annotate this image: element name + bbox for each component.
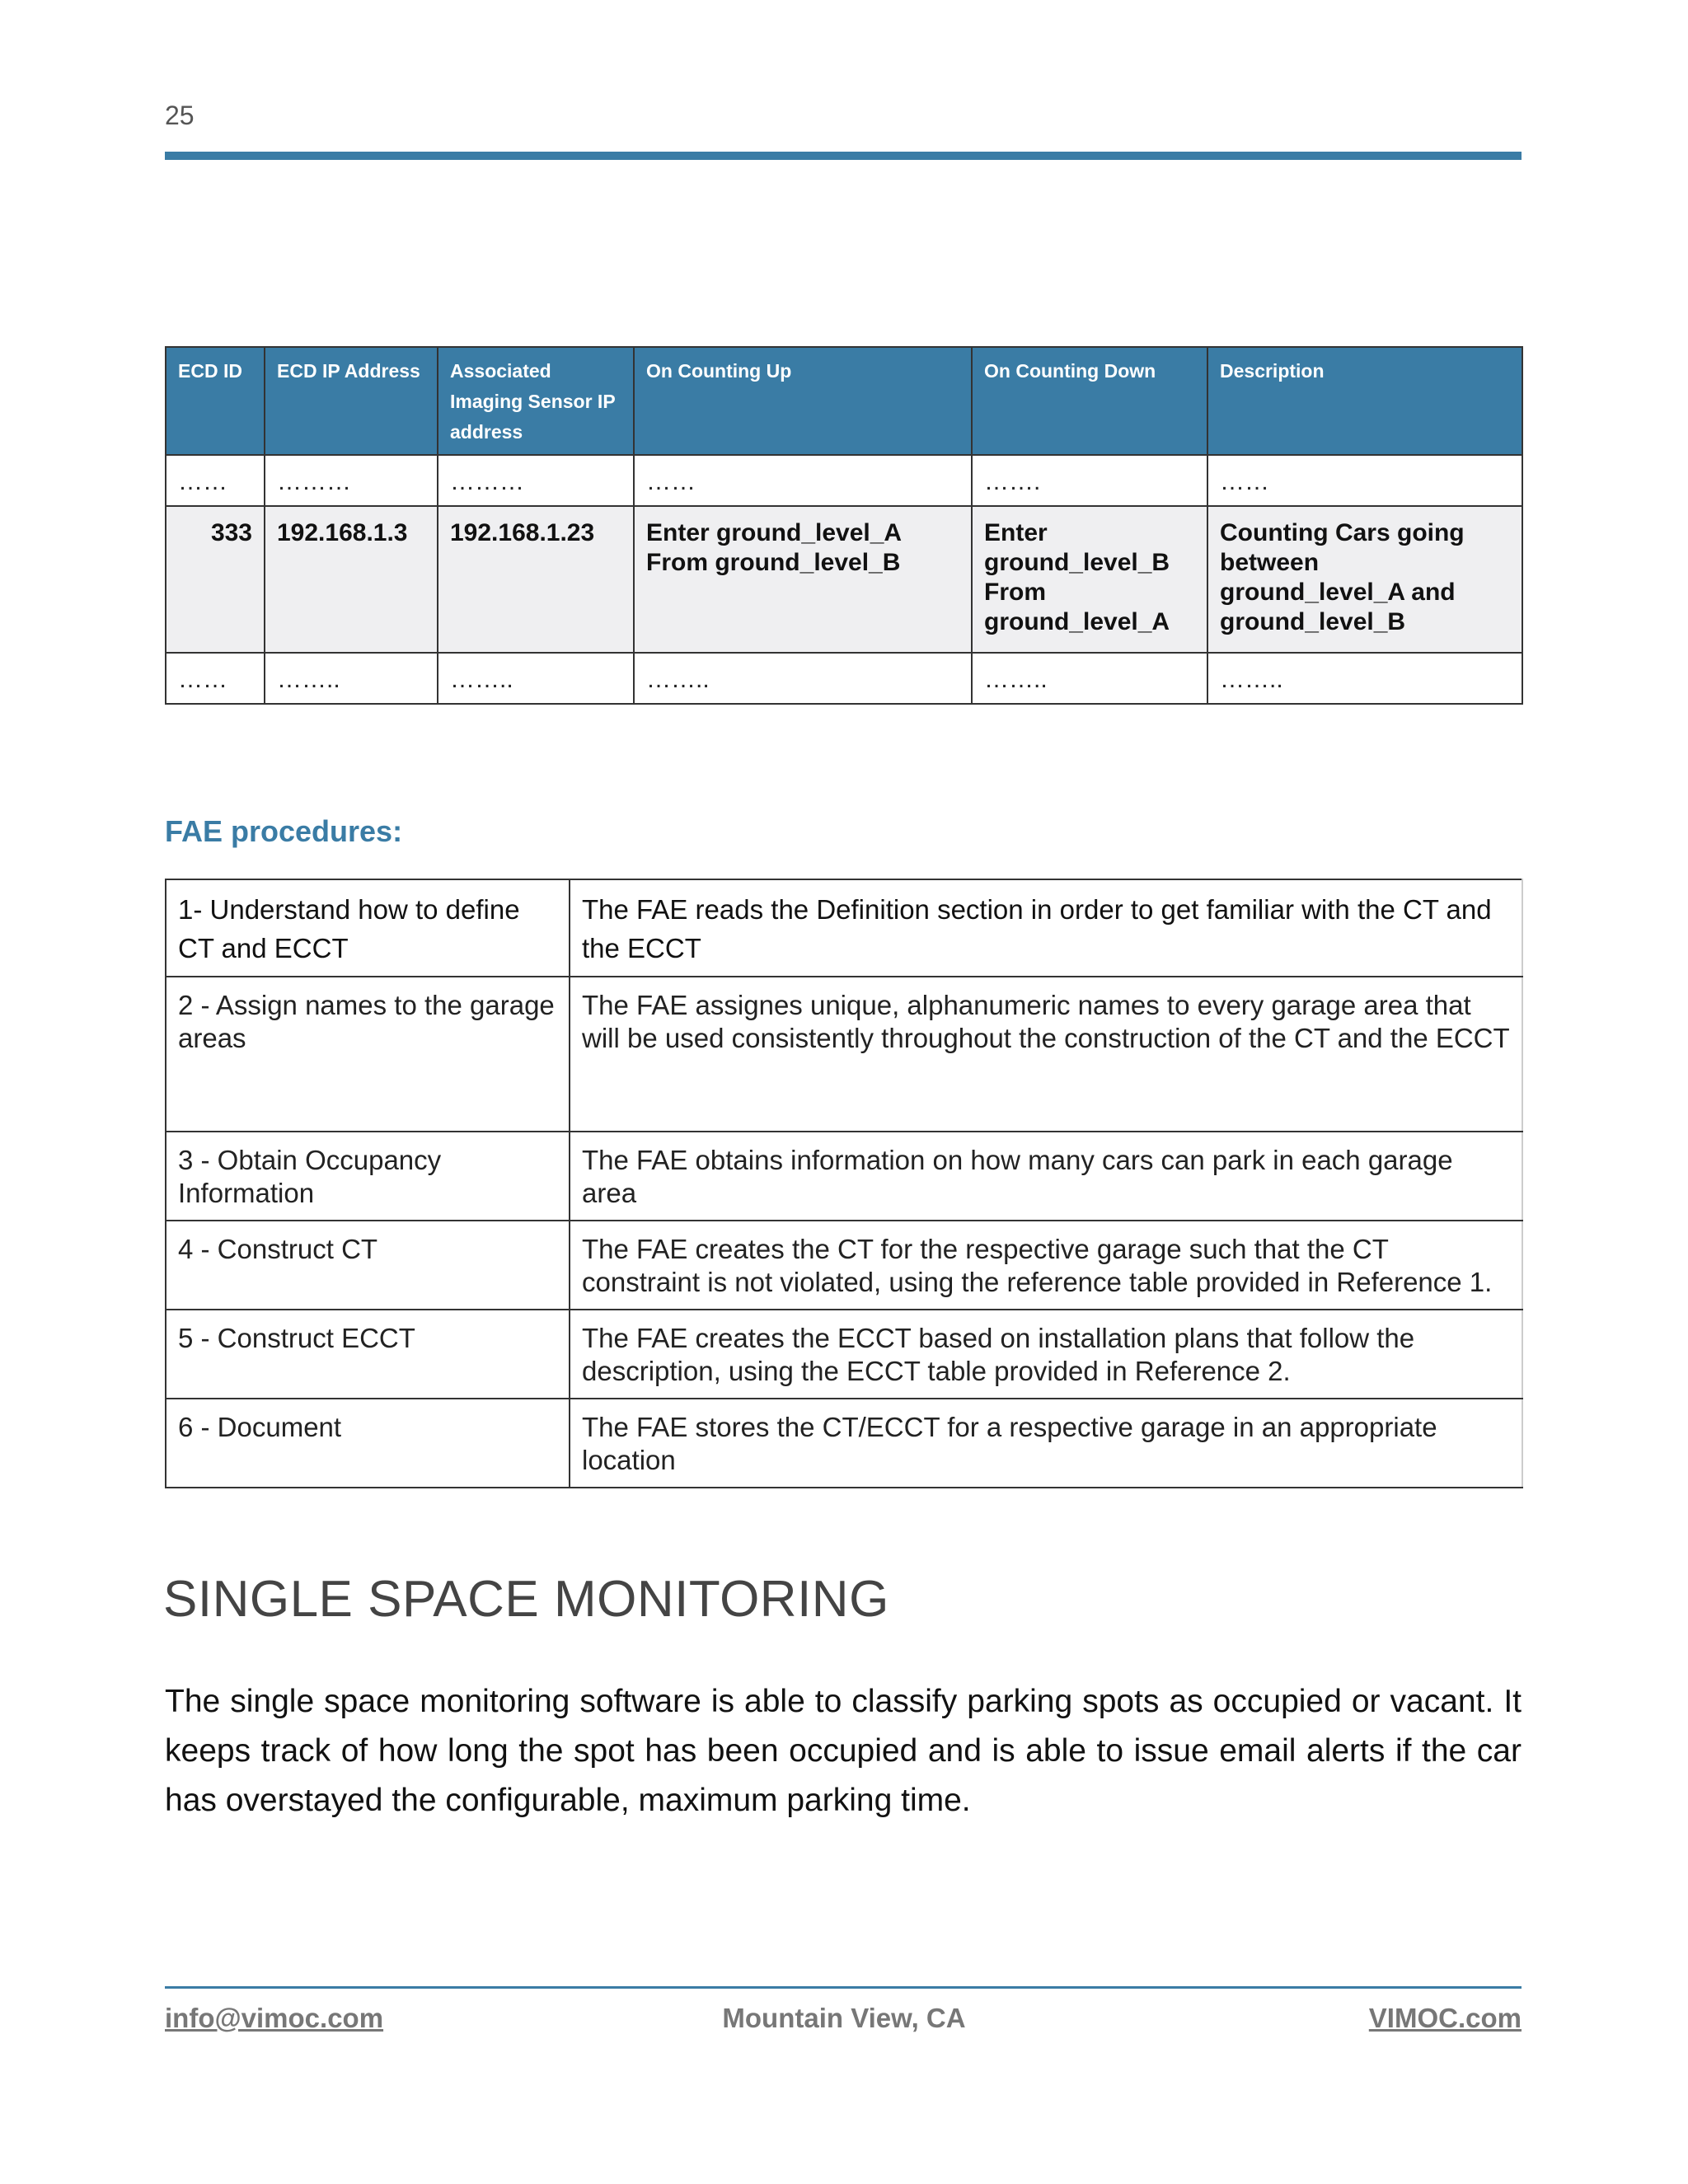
email-link[interactable]: info@vimoc.com [165, 2003, 384, 2033]
table-cell: …….. [1207, 653, 1522, 704]
table-row [166, 506, 1522, 653]
table-row [166, 1310, 1522, 1399]
procedure-description: The FAE stores the CT/ECCT for a respective garage in an appropriate location [570, 1399, 1522, 1488]
procedure-description: The FAE assignes unique, alphanumeric names to every garage area that will be used consistently throughout the construction of the CT and the ECCT [570, 977, 1522, 1132]
ecd-table-header-row [166, 347, 1522, 455]
table-cell: …….. [265, 653, 438, 704]
procedure-step: 5 - Construct ECCT [166, 1310, 570, 1399]
procedure-description: The FAE obtains information on how many cars can park in each garage area [570, 1132, 1522, 1221]
table-cell: ……… [438, 455, 634, 506]
procedure-step: 4 - Construct CT [166, 1221, 570, 1310]
table-cell: …….. [438, 653, 634, 704]
ecd-header-cell: Description [1207, 347, 1522, 455]
table-row [166, 879, 1522, 977]
footer-location: Mountain View, CA [722, 2003, 966, 2033]
procedure-step: 1- Understand how to define CT and ECCT [166, 879, 570, 977]
table-cell: ……… [265, 455, 438, 506]
table-row [166, 1399, 1522, 1488]
table-cell: 333 [166, 506, 265, 653]
fae-procedures-title: FAE procedures: [165, 814, 403, 848]
table-cell: …… [166, 455, 265, 506]
page-number: 25 [165, 101, 195, 130]
table-cell: …….. [972, 653, 1207, 704]
table-cell: …….. [634, 653, 972, 704]
table-row [166, 653, 1522, 704]
table-cell: 192.168.1.3 [265, 506, 438, 653]
table-cell: ……. [972, 455, 1207, 506]
ecd-header-cell: Associated Imaging Sensor IP address [438, 347, 634, 455]
table-cell: 192.168.1.23 [438, 506, 634, 653]
footer-rule [165, 1986, 1522, 1989]
table-row [166, 1221, 1522, 1310]
table-cell: Enter ground_level_A From ground_level_B [634, 506, 972, 653]
procedure-step: 2 - Assign names to the garage areas [166, 977, 570, 1132]
procedure-description: The FAE creates the CT for the respective garage such that the CT constraint is not violated, using the reference table provided in Reference 1. [570, 1221, 1522, 1310]
ecd-header-cell: On Counting Up [634, 347, 972, 455]
ecd-header-cell: ECD ID [166, 347, 265, 455]
table-cell: …… [634, 455, 972, 506]
procedure-description: The FAE reads the Definition section in order to get familiar with the CT and the ECCT [570, 879, 1522, 977]
ecd-header-cell: On Counting Down [972, 347, 1207, 455]
ecd-table [165, 346, 1523, 705]
section-paragraph: The single space monitoring software is able to classify parking spots as occupied or vacant. It keeps track of how long the spot has been occupied and is able to issue email alerts if the car has overstayed the configurable, maximum parking time. [165, 1684, 1522, 1818]
header-rule [165, 152, 1522, 160]
section-heading: SINGLE SPACE MONITORING [163, 1571, 889, 1628]
table-row [166, 977, 1522, 1132]
table-row [166, 1132, 1522, 1221]
table-cell: …… [1207, 455, 1522, 506]
procedure-description: The FAE creates the ECCT based on installation plans that follow the description, using the ECCT table provided in Reference 2. [570, 1310, 1522, 1399]
procedure-step: 3 - Obtain Occupancy Information [166, 1132, 570, 1221]
table-cell: Enter ground_level_B From ground_level_A [972, 506, 1207, 653]
table-cell: …… [166, 653, 265, 704]
fae-procedures-table [165, 879, 1523, 1488]
table-cell: Counting Cars going between ground_level_A and ground_level_B [1207, 506, 1522, 653]
table-row [166, 455, 1522, 506]
website-link[interactable]: VIMOC.com [1368, 2003, 1522, 2033]
procedure-step: 6 - Document [166, 1399, 570, 1488]
ecd-header-cell: ECD IP Address [265, 347, 438, 455]
